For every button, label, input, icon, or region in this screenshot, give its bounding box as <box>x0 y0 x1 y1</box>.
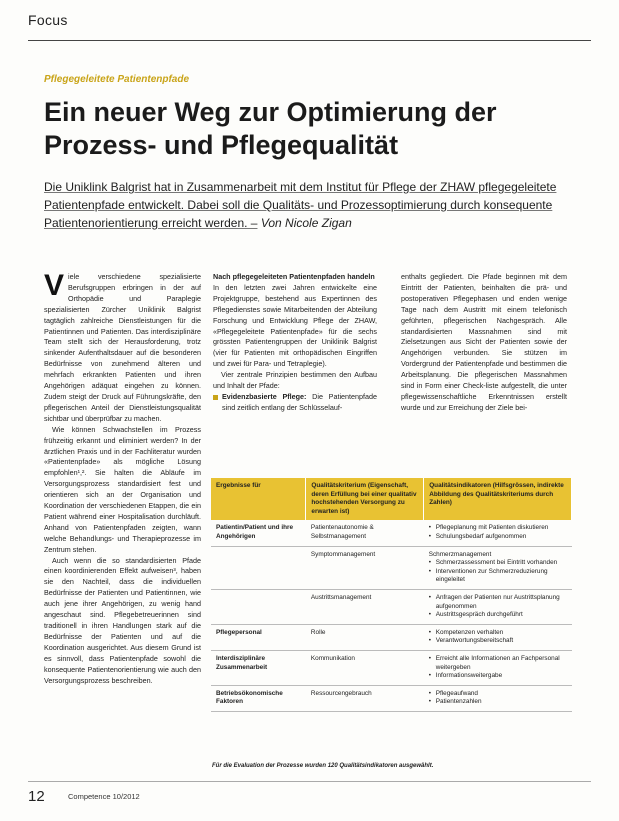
col2-p2: Vier zentrale Prinzipien bestimmen den Aufbau und Inhalt der Pfade: <box>213 370 377 391</box>
table-row <box>211 589 572 624</box>
table-row <box>211 685 572 711</box>
bullet-text: Die Patientenpfade sind zeitlich entlang der Schlüsselauf- <box>222 391 378 412</box>
indicator-item: • Schmerzassessment bei Eintritt vorhanden <box>429 559 567 568</box>
lead-text: Die Uniklink Balgrist hat in Zusammenarbeit mit dem Institut für Pflege der ZHAW pflegegeleitete Patientenpfade entwickelt. Dabei soll die Qualitäts- und Prozessoptimierung durch konsequente Patientenorientierung erreicht werden. – <box>44 180 557 230</box>
table-caption: Für die Evaluation der Prozesse wurden 120 Qualitätsindikatoren ausgewählt. <box>212 763 434 769</box>
table-cell-category <box>211 546 306 589</box>
table-row <box>211 520 572 546</box>
indicator-item: • Austrittsgespräch durchgeführt <box>429 611 567 620</box>
table-cell-criterion: Rolle <box>306 624 424 650</box>
col2-subhead: Nach pflegegeleiteten Patientenpfaden handeln <box>213 272 375 281</box>
indicator-item: • Erreicht alle Informationen an Fachpersonal weitergeben <box>429 655 567 672</box>
indicator-item: • Kompetenzen verhalten <box>429 629 567 638</box>
table-row <box>211 650 572 685</box>
table-cell-criterion: Kommunikation <box>306 650 424 685</box>
table-cell-indicators <box>424 624 572 650</box>
table-row <box>211 546 572 589</box>
table-cell-criterion: Austrittsmanagement <box>306 589 424 624</box>
table-cell-indicators <box>424 650 572 685</box>
table-cell-indicators <box>424 685 572 711</box>
col1-p1: iele verschiedene spezialisierte Berufsgruppen erbringen in der auf Orthopädie und Paraplegie spezialisierten Zürcher Uniklinik Balgrist tagtäglich zahlreiche Dienstleistungen für die Patientinnen und Patienten. Das interdisziplinäre Team stellt sich der Herausforderung, trotz sinkender Aufenthaltsdauer auf die besonderen Bedürfnisse von zunehmend älteren und mehrfach erkrankten Patienten und ihren Angehörigen adäquat eingehen zu können. Zudem steigt der Druck auf Führungskräfte, den pflegerischen Anteil der Dienstleistungsqualität sichtbar und überprüfbar zu machen. <box>44 272 201 423</box>
body-column-2 <box>213 272 377 414</box>
lead-paragraph <box>44 178 564 232</box>
section-label: Focus <box>28 12 68 28</box>
indicator-item: • Interventionen zur Schmerzreduzierung eingeleitet <box>429 568 567 585</box>
table-header-cell: Qualitätskriterium (Eigenschaft, deren Erfüllung bei einer qualitativ hochstehenden Versorgung zu erwarten ist) <box>306 478 424 520</box>
col3-p1: enthalts gegliedert. Die Pfade beginnen mit dem Eintritt der Patienten, beinhalten die prä- und postoperativen Pflegephasen und enden wenige Tage nach dem Austritt mit einem telefonisch geführten, pflegerischen Nachgespräch. Alle standardisierten Massnahmen sind mit Zielsetzungen aus Sicht der Patienten sowie der Angehörigen verbunden. Sie stützen im Vordergrund der Patientenpfade und bestimmen die Arbeitsplanung. Die pflegerischen Massnahmen sind in Form einer Check-liste aufgestellt, die unter pflegewissenschaftliche Erkenntnissen erstellt wurde und zur Erreichung der Ziele bei- <box>401 272 567 412</box>
indicator-item: • Pflegeaufwand <box>429 690 567 699</box>
table-cell-category: Pflegepersonal <box>211 624 306 650</box>
indicator-item: • Schulungsbedarf aufgenommen <box>429 533 567 542</box>
indicator-item: • Pflegeplanung mit Patienten diskutieren <box>429 524 567 533</box>
indicator-heading: Schmerzmanagement <box>428 550 492 558</box>
drop-cap: V <box>44 269 65 302</box>
author-byline: Von Nicole Zigan <box>260 216 352 230</box>
body-column-1 <box>44 269 201 686</box>
table-cell-indicators <box>424 520 572 546</box>
indicator-item: • Patientenzahlen <box>429 698 567 707</box>
table-cell-category <box>211 589 306 624</box>
table-cell-indicators <box>424 589 572 624</box>
table-header-cell: Qualitätsindikatoren (Hilfsgrössen, indirekte Abbildung des Qualitätskriteriums durch Zahlen) <box>424 478 572 520</box>
indicator-item: • Informationsweitergabe <box>429 672 567 681</box>
page-number: 12 <box>28 788 45 805</box>
table-cell-criterion: Patientenautonomie & Selbstmanagement <box>306 520 424 546</box>
body-column-3 <box>401 272 567 414</box>
magazine-issue: Competence 10/2012 <box>68 792 140 801</box>
headline: Ein neuer Weg zur Optimierung der Prozess- und Pflegequalität <box>44 97 497 160</box>
indicator-item: • Verantwortungsbereitschaft <box>429 637 567 646</box>
table-cell-category: Patientin/Patient und ihre Angehörigen <box>211 520 306 546</box>
quality-indicator-table <box>211 478 572 712</box>
col1-p3: Auch wenn die so standardisierten Pfade einen koordinierenden Effekt aufweisen³, haben sie den Nachteil, dass die individuellen Bedürfnisse der Patienten und Patientinnen, wie auch jene ihrer Angehörigen, zu wenig hand angeschaut sind. Pflegebetreuerinnen sind traditionell in ihren Handlungen stark auf die Bedürfnisse der Patienten und auf die Koordination ausgerichtet. Aus diesem Grund ist es sinnvoll, dass Patientenpfade sowohl die konsequente Patientenorientierung wie auch den Versorgungsprozess beschreiben. <box>44 555 201 685</box>
table-cell-indicators <box>424 546 572 589</box>
col2-p1: In den letzten zwei Jahren entwickelte eine Projektgruppe, bestehend aus Expertinnen des Pflegedienstes sowie Mitarbeitenden der Abteilung Forschung und Entwicklung Pflege der ZHAW, «Pflegegeleitete Patientenpfade» für die sechs grössten Patientengruppen der Uniklinik Balgrist (vier für Patienten mit orthopädischen Eingriffen und zwei für Para- und Tetraplegie). <box>213 282 377 369</box>
col1-p2: Wie können Schwachstellen im Prozess frühzeitig erkannt und eliminiert werden? In der ärztlichen Praxis und in der Fachliteratur wurden «Patientenpfade» als mögliche Lösung empfohlen¹,². Sie halten die Abläufe im Versorgungsprozess standardisiert fest und orientieren sich an der Organisation und Koordination der verschiedenen Etappen, die ein Patient während einer Hospitalisation durchläuft. Anhand von Patientenpfaden zeigten, wann welche Behandlungs- und Therapieprozesse im Zentrum stehen. <box>44 424 201 554</box>
table-cell-criterion: Symptommanagement <box>306 546 424 589</box>
indicator-item: • Anfragen der Patienten nur Austrittsplanung aufgenommen <box>429 594 567 611</box>
intro-paragraph <box>44 269 201 425</box>
table-header-row <box>211 478 572 520</box>
bullet-title: Evidenzbasierte Pflege: <box>222 391 307 401</box>
table-cell-category: Betriebsökonomische Faktoren <box>211 685 306 711</box>
header-divider <box>28 40 591 41</box>
table-cell-criterion: Ressourcengebrauch <box>306 685 424 711</box>
kicker: Pflegegeleitete Patientenpfade <box>44 74 190 85</box>
table-cell-category: Interdisziplinäre Zusammenarbeit <box>211 650 306 685</box>
principle-bullet <box>213 392 377 414</box>
table-header-cell: Ergebnisse für <box>211 478 306 520</box>
footer-divider <box>28 781 591 782</box>
table-row <box>211 624 572 650</box>
